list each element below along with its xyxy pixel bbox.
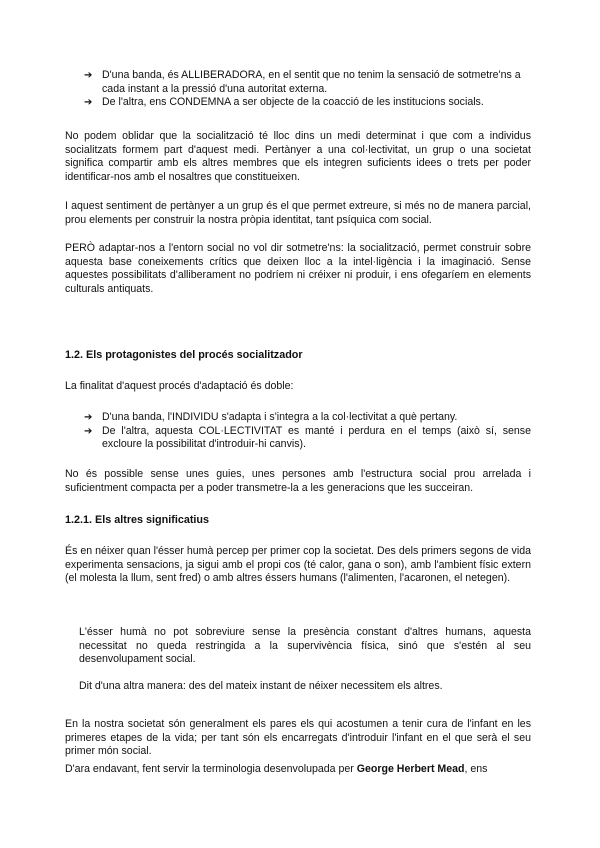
bullet-item: [84, 425, 531, 452]
bullet-text: De l'altra, ens CONDEMNA a ser objecte de la coacció de les institucions socials.: [102, 96, 484, 109]
bullet-item: [84, 411, 531, 425]
arrow-icon: ➔: [84, 97, 93, 109]
paragraph: És en néixer quan l'ésser humà percep per primer cop la societat. Des dels primers segons de vida experimenta sensacions, ja sigui amb el propi cos (té calor, gana o son), amb l'ambient físic extern (el molesta la llum, sent fred) o amb altres éssers humans (l'alimenten, l'acaronen, el netegen).: [65, 545, 531, 585]
author-name: George Herbert Mead: [356, 763, 465, 775]
arrow-icon: ➔: [84, 425, 93, 437]
arrow-icon: ➔: [84, 70, 93, 81]
bullet-item: [84, 69, 531, 96]
paragraph: No és possible sense unes guies, unes persones amb l'estructura social prou arrelada i suficientment compacta per a poder transmetre-la a les generacions que les succeiran.: [65, 468, 531, 494]
bullet-text: D'una banda, és ALLIBERADORA, en el sentit que no tenim la sensació de sotmetre'ns a cada instant a la pressió d'una autoritat externa.: [102, 69, 521, 95]
bullet-item: [84, 96, 531, 110]
paragraph-text: D'ara endavant, fent servir la terminologia desenvolupada per: [65, 763, 357, 775]
paragraph: I aquest sentiment de pertànyer a un grup és el que permet extreure, si més no de manera parcial, prou elements per construir la nostra pròpia identitat, tant psíquica com social.: [65, 200, 531, 226]
quote-paragraph: Dit d'una altra manera: des del mateix instant de néixer necessitem els altres.: [79, 680, 443, 692]
paragraph-text: , ens: [464, 763, 488, 775]
paragraph: [65, 763, 531, 777]
bullet-list-top: [84, 69, 531, 110]
bullet-text: De l'altra, aquesta COL·LECTIVITAT es manté i perdura en el temps (això sí, sense excloure la possibilitat d'introduir-hi canvis).: [102, 424, 531, 451]
paragraph: La finalitat d'aquest procés d'adaptació és doble:: [65, 380, 294, 392]
arrow-icon: ➔: [84, 412, 93, 423]
paragraph: En la nostra societat són generalment els pares els qui acostumen a tenir cura de l'infant en les primeres etapes de la vida; per tant són els encarregats d'introduir l'infant en el que serà el seu primer món social.: [65, 718, 531, 758]
bullet-list-mid: [84, 411, 531, 452]
section-heading: 1.2. Els protagonistes del procés socialitzador: [65, 349, 303, 361]
paragraph: No podem oblidar que la socialització té lloc dins un medi determinat i que com a individus socialitzats formem part d'aquest medi. Pertànyer a una col·lectivitat, un grup o una societat significa compartir amb els altres membres que els integren suficients idees o trets per poder identificar-nos amb el nosaltres que constitueixen.: [65, 130, 531, 183]
subsection-heading: 1.2.1. Els altres significatius: [65, 514, 210, 526]
quote-paragraph: L'ésser humà no pot sobreviure sense la presència constant d'altres humans, aquesta necessitat no queda restringida a la supervivència física, sinó que s'estén al seu desenvolupament social.: [79, 626, 531, 666]
bullet-text: D'una banda, l'INDIVIDU s'adapta i s'integra a la col·lectivitat a què pertany.: [102, 411, 458, 423]
paragraph: PERÒ adaptar-nos a l'entorn social no vol dir sotmetre'ns: la socialització, permet construir sobre aquesta base coneixements crítics que deixen lloc a la intel·ligència i la imaginació. Sense aquestes possibilitats d'alliberament no podríem ni créixer ni produir, i ens ofegaríem en elements culturals antiquats.: [65, 242, 531, 295]
